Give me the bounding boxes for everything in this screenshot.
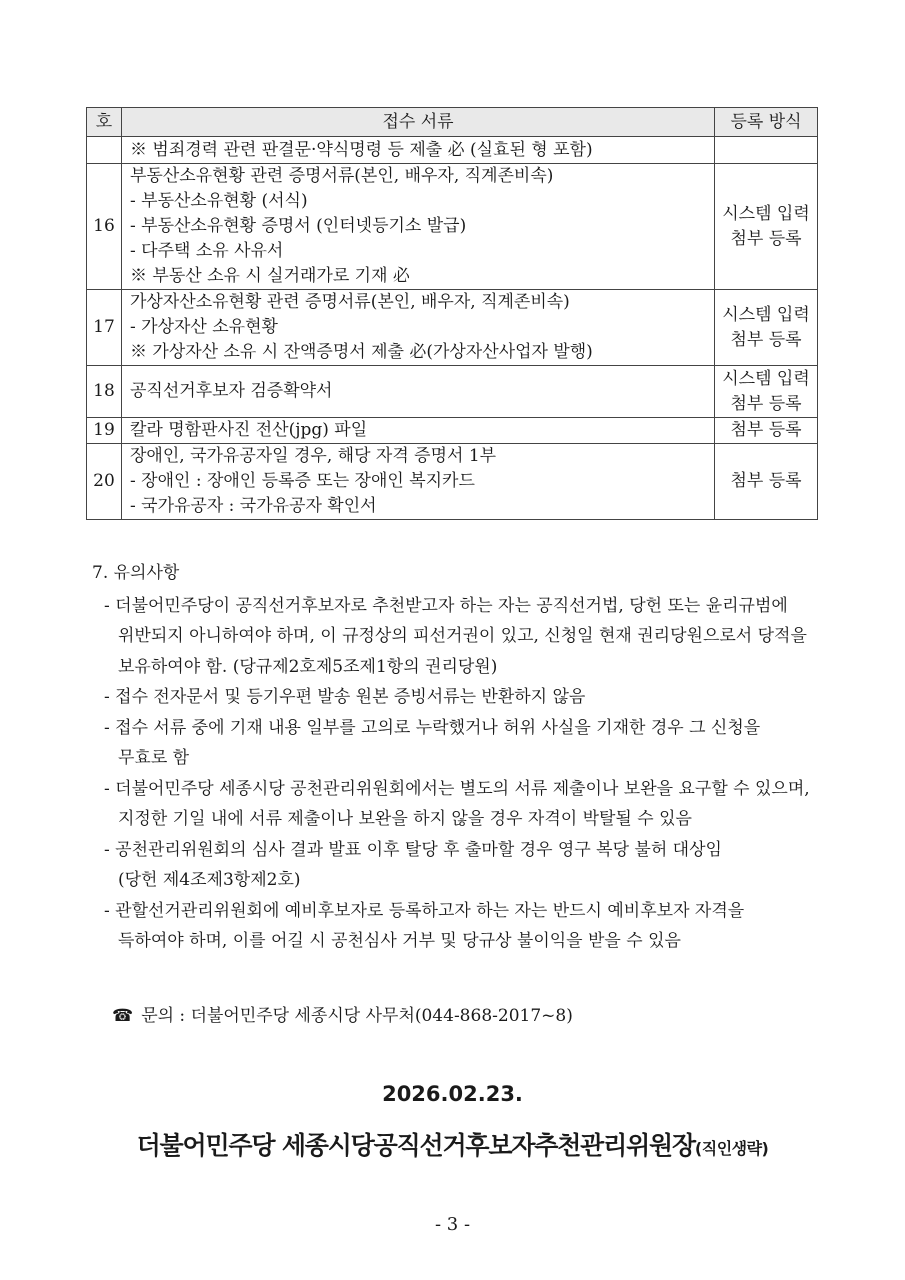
row-number: 17 <box>87 290 122 366</box>
document-line: 가상자산소유현황 관련 증명서류(본인, 배우자, 직계존비속) <box>130 292 570 312</box>
header-documents: 접수 서류 <box>122 108 715 137</box>
header-no: 호 <box>87 108 122 137</box>
document-line: 칼라 명함판사진 전산(jpg) 파일 <box>130 420 368 440</box>
page-number: - 3 - <box>434 1214 471 1235</box>
contact-text: 문의 : 더불어민주당 세종시당 사무처(044-868-2017~8) <box>141 1006 573 1026</box>
note-line: 위반되지 아니하여야 하며, 이 규정상의 피선거권이 있고, 신청일 현재 권리당원으로서 당적을 <box>118 626 807 646</box>
note-item <box>92 774 832 835</box>
registration-method <box>715 137 818 164</box>
document-line: 공직선거후보자 검증확약서 <box>130 381 333 401</box>
table-row <box>87 418 818 444</box>
note-item <box>92 896 832 957</box>
document-line: ※ 부동산 소유 시 실거래가로 기재 必 <box>130 266 410 286</box>
document-line: 부동산소유현황 관련 증명서류(본인, 배우자, 직계존비속) <box>130 166 554 186</box>
document-cell <box>122 290 715 366</box>
row-number: 16 <box>87 164 122 290</box>
table-row <box>87 444 818 520</box>
document-cell <box>122 444 715 520</box>
document-cell <box>122 366 715 418</box>
note-line: 무효로 함 <box>118 748 190 768</box>
table-row <box>87 137 818 164</box>
registration-method: 시스템 입력 첨부 등록 <box>715 290 818 366</box>
table-body <box>87 137 818 520</box>
note-line: - 공천관리위원회의 심사 결과 발표 이후 탈당 후 출마할 경우 영구 복당 불허 대상임 <box>104 839 722 860</box>
document-line: ※ 가상자산 소유 시 잔액증명서 제출 必(가상자산사업자 발행) <box>130 342 593 362</box>
row-number: 20 <box>87 444 122 520</box>
table-row <box>87 366 818 418</box>
note-line: 득하여야 하며, 이를 어길 시 공천심사 거부 및 당규상 불이익을 받을 수 있음 <box>118 931 681 951</box>
document-line: - 장애인 : 장애인 등록증 또는 장애인 복지카드 <box>130 471 475 491</box>
note-item <box>92 835 832 896</box>
table-header-row <box>87 108 818 137</box>
signature <box>0 1126 905 1162</box>
header-method: 등록 방식 <box>715 108 818 137</box>
contact-line <box>112 1001 573 1026</box>
documents-table <box>86 107 818 520</box>
document-line: - 부동산소유현황 증명서 (인터넷등기소 발급) <box>130 216 467 236</box>
document-cell <box>122 164 715 290</box>
table-row <box>87 164 818 290</box>
registration-method: 첨부 등록 <box>715 418 818 444</box>
note-line: (당헌 제4조제3항제2호) <box>118 870 301 890</box>
note-line: - 더불어민주당 세종시당 공천관리위원회에서는 별도의 서류 제출이나 보완을 요구할 수 있으며, <box>104 778 810 799</box>
document-line: - 가상자산 소유현황 <box>130 317 278 337</box>
row-number: 19 <box>87 418 122 444</box>
document-line: 장애인, 국가유공자일 경우, 해당 자격 증명서 1부 <box>130 446 497 466</box>
document-date: 2026.02.23. <box>382 1082 523 1106</box>
document-cell <box>122 137 715 164</box>
note-line: - 관할선거관리위원회에 예비후보자로 등록하고자 하는 자는 반드시 예비후보자 자격을 <box>104 900 745 921</box>
document-line: - 국가유공자 : 국가유공자 확인서 <box>130 496 377 516</box>
registration-method: 첨부 등록 <box>715 444 818 520</box>
notes-title: 7. 유의사항 <box>92 563 180 583</box>
note-line: - 접수 전자문서 및 등기우편 발송 원본 증빙서류는 반환하지 않음 <box>104 687 586 707</box>
phone-icon: ☎ <box>112 1006 134 1026</box>
note-line: 지정한 기일 내에 서류 제출이나 보완을 하지 않을 경우 자격이 박탈될 수 있음 <box>118 809 692 829</box>
document-line: - 다주택 소유 사유서 <box>130 241 284 261</box>
note-line: - 더불어민주당이 공직선거후보자로 추천받고자 하는 자는 공직선거법, 당헌 또는 윤리규범에 <box>104 595 788 616</box>
notes-section <box>92 558 832 957</box>
table-row <box>87 290 818 366</box>
note-item <box>92 682 832 713</box>
note-item <box>92 591 832 683</box>
registration-method: 시스템 입력 첨부 등록 <box>715 164 818 290</box>
row-number: 18 <box>87 366 122 418</box>
document-cell <box>122 418 715 444</box>
notes-list <box>92 591 832 957</box>
registration-method: 시스템 입력 첨부 등록 <box>715 366 818 418</box>
document-line: - 부동산소유현황 (서식) <box>130 191 308 211</box>
note-line: 보유하여야 함. (당규제2호제5조제1항의 권리당원) <box>118 656 498 677</box>
row-number <box>87 137 122 164</box>
note-item <box>92 713 832 774</box>
seal-omitted: (직인생략) <box>694 1139 769 1158</box>
note-line: - 접수 서류 중에 기재 내용 일부를 고의로 누락했거나 허위 사실을 기재한 경우 그 신청을 <box>104 717 761 738</box>
signature-title: 더불어민주당 세종시당공직선거후보자추천관리위원장 <box>136 1131 695 1160</box>
document-line: ※ 범죄경력 관련 판결문·약식명령 등 제출 必 (실효된 형 포함) <box>130 139 593 160</box>
